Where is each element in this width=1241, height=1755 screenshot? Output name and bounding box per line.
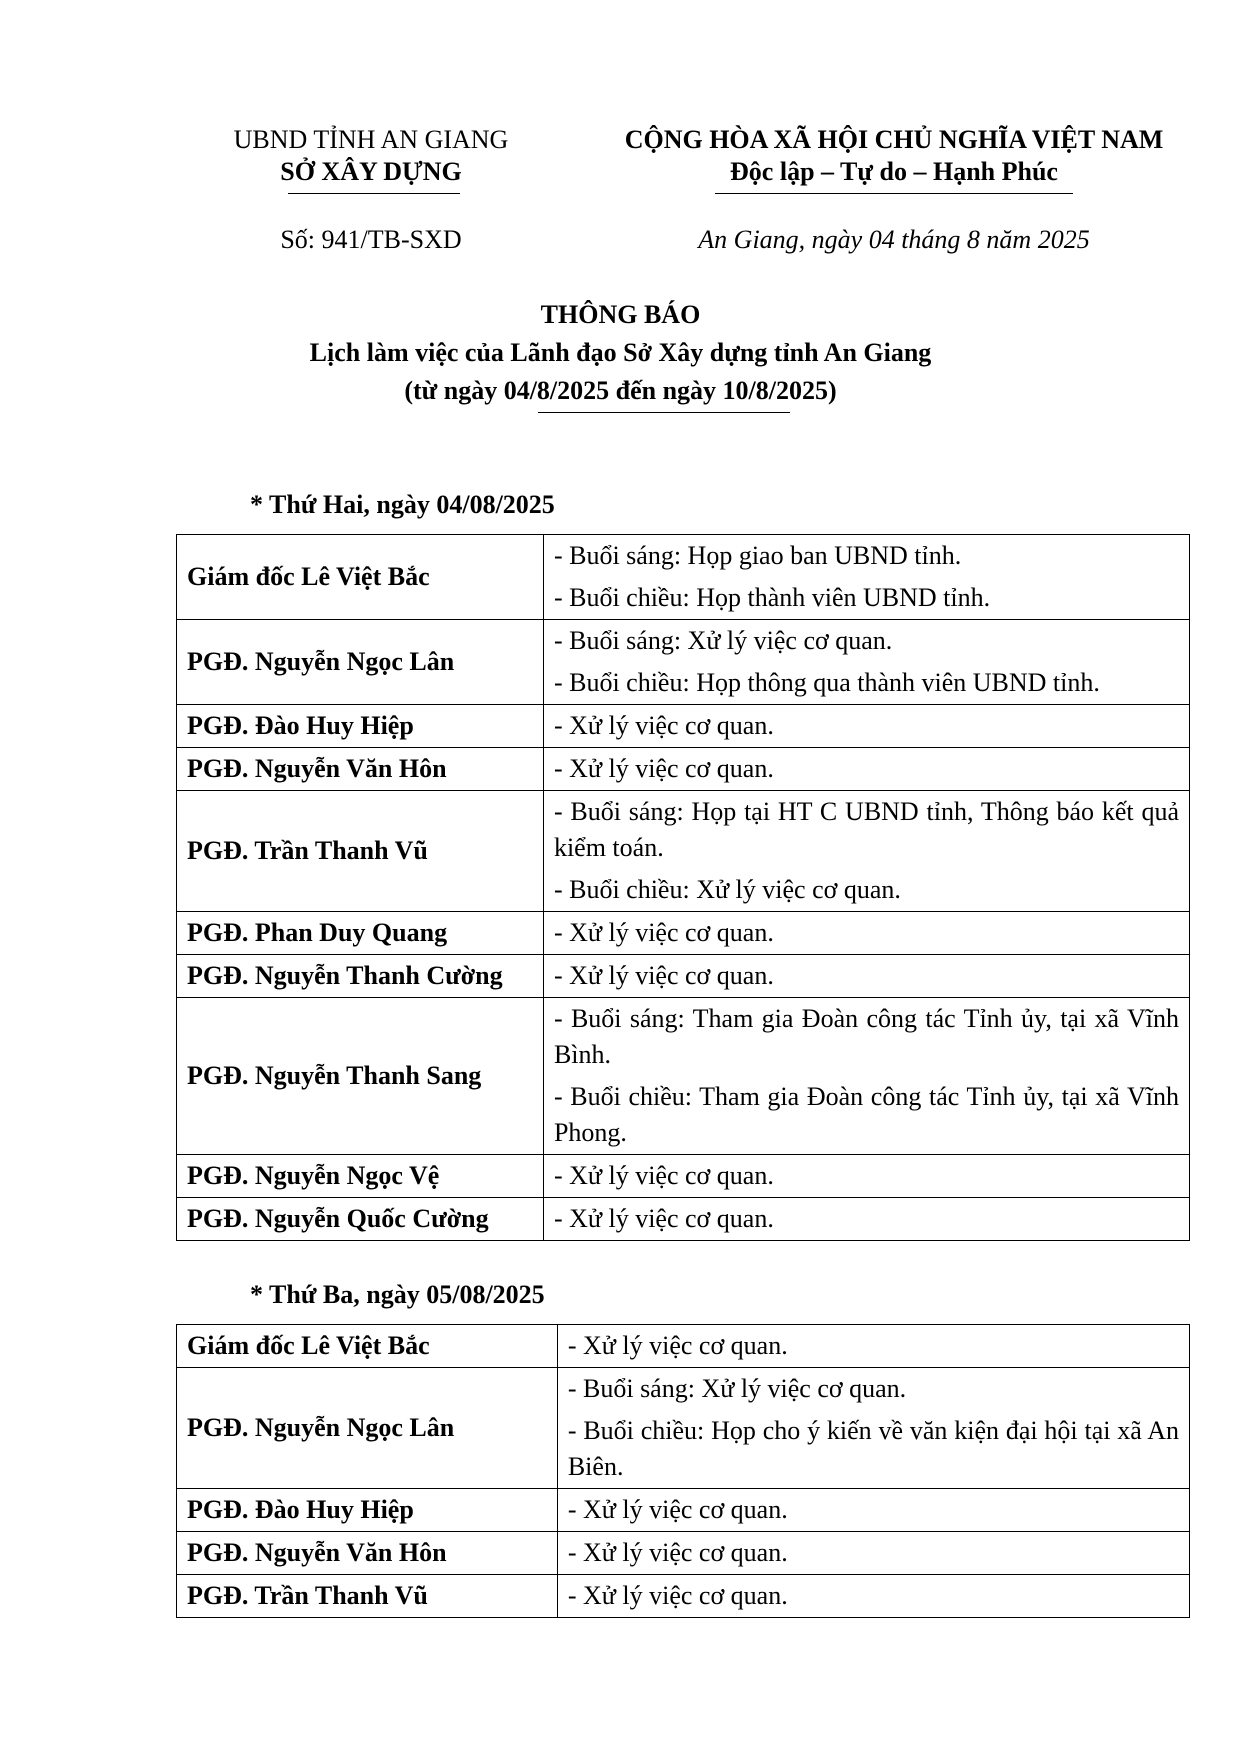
leader-name: PGĐ. Nguyễn Văn Hôn (177, 748, 544, 791)
leader-name: PGĐ. Nguyễn Thanh Sang (177, 998, 544, 1155)
task-item: - Xử lý việc cơ quan. (553, 711, 774, 740)
task-cell (557, 1532, 1189, 1575)
table-row (177, 1368, 1190, 1489)
task-item: - Xử lý việc cơ quan. (567, 1538, 788, 1567)
leader-name: PGĐ. Nguyễn Ngọc Lân (177, 620, 544, 705)
task-cell (543, 620, 1189, 705)
task-cell (557, 1368, 1189, 1489)
document-title: THÔNG BÁO (540, 300, 701, 329)
task-item: - Xử lý việc cơ quan. (553, 1161, 774, 1190)
table-row (177, 1325, 1190, 1368)
schedule-table-tuesday (176, 1324, 1190, 1618)
task-cell (543, 1198, 1189, 1241)
national-motto: Độc lập – Tự do – Hạnh Phúc (730, 157, 1058, 186)
table-row (177, 1198, 1190, 1241)
table-row (177, 1532, 1190, 1575)
title-underline (538, 412, 790, 413)
leader-name: PGĐ. Nguyễn Văn Hôn (177, 1532, 558, 1575)
leader-name: PGĐ. Trần Thanh Vũ (177, 1575, 558, 1618)
task-cell (543, 912, 1189, 955)
table-row (177, 620, 1190, 705)
leader-name: PGĐ. Đào Huy Hiệp (177, 705, 544, 748)
task-cell (543, 535, 1189, 620)
schedule-table-monday (176, 534, 1190, 1241)
date-range: (từ ngày 04/8/2025 đến ngày 10/8/2025) (404, 376, 837, 405)
task-item: - Xử lý việc cơ quan. (567, 1331, 788, 1360)
task-cell (557, 1325, 1189, 1368)
task-cell (543, 1155, 1189, 1198)
task-item: - Buổi chiều: Họp thành viên UBND tỉnh. (553, 583, 991, 612)
task-cell (543, 791, 1189, 912)
task-item: - Xử lý việc cơ quan. (567, 1495, 788, 1524)
table-row (177, 998, 1190, 1155)
leader-name: PGĐ. Trần Thanh Vũ (177, 791, 544, 912)
task-item: - Buổi sáng: Họp giao ban UBND tỉnh. (553, 541, 962, 570)
task-cell (557, 1489, 1189, 1532)
leader-name: PGĐ. Nguyễn Ngọc Lân (177, 1368, 558, 1489)
task-item: - Xử lý việc cơ quan. (553, 1204, 774, 1233)
task-item: - Buổi sáng: Tham gia Đoàn công tác Tỉnh ủy, tại xã Vĩnh Bình. (553, 1004, 1179, 1069)
task-item: - Buổi chiều: Họp thông qua thành viên UBND tỉnh. (553, 668, 1100, 697)
table-row (177, 955, 1190, 998)
table-row (177, 748, 1190, 791)
table-row (177, 791, 1190, 912)
table-row (177, 1575, 1190, 1618)
leader-name: Giám đốc Lê Việt Bắc (177, 1325, 558, 1368)
leader-name: PGĐ. Nguyễn Quốc Cường (177, 1198, 544, 1241)
document-number: Số: 941/TB-SXD (280, 225, 462, 254)
document-subtitle: Lịch làm việc của Lãnh đạo Sở Xây dựng tỉnh An Giang (309, 338, 932, 367)
task-cell (543, 998, 1189, 1155)
agency-name: UBND TỈNH AN GIANG (233, 125, 509, 154)
task-cell (543, 705, 1189, 748)
task-item: - Buổi sáng: Họp tại HT C UBND tỉnh, Thông báo kết quả kiểm toán. (553, 797, 1179, 862)
table-row (177, 1155, 1190, 1198)
department-underline (288, 193, 460, 194)
day-heading-monday: * Thứ Hai, ngày 04/08/2025 (250, 490, 555, 519)
task-cell (543, 955, 1189, 998)
task-item: - Buổi chiều: Họp cho ý kiến về văn kiện đại hội tại xã An Biên. (567, 1416, 1179, 1481)
department-name: SỞ XÂY DỰNG (280, 157, 462, 186)
table-row (177, 705, 1190, 748)
leader-name: PGĐ. Nguyễn Thanh Cường (177, 955, 544, 998)
task-item: - Xử lý việc cơ quan. (553, 918, 774, 947)
leader-name: PGĐ. Phan Duy Quang (177, 912, 544, 955)
task-item: - Xử lý việc cơ quan. (553, 961, 774, 990)
national-title: CỘNG HÒA XÃ HỘI CHỦ NGHĨA VIỆT NAM (624, 125, 1164, 154)
task-item: - Xử lý việc cơ quan. (553, 754, 774, 783)
task-cell (543, 748, 1189, 791)
leader-name: Giám đốc Lê Việt Bắc (177, 535, 544, 620)
table-row (177, 912, 1190, 955)
task-cell (557, 1575, 1189, 1618)
leader-name: PGĐ. Nguyễn Ngọc Vệ (177, 1155, 544, 1198)
task-item: - Buổi sáng: Xử lý việc cơ quan. (553, 626, 893, 655)
table-row (177, 1489, 1190, 1532)
task-item: - Buổi sáng: Xử lý việc cơ quan. (567, 1374, 907, 1403)
task-item: - Buổi chiều: Tham gia Đoàn công tác Tỉnh ủy, tại xã Vĩnh Phong. (553, 1082, 1179, 1147)
task-item: - Xử lý việc cơ quan. (567, 1581, 788, 1610)
leader-name: PGĐ. Đào Huy Hiệp (177, 1489, 558, 1532)
task-item: - Buổi chiều: Xử lý việc cơ quan. (553, 875, 901, 904)
table-row (177, 535, 1190, 620)
document-date: An Giang, ngày 04 tháng 8 năm 2025 (698, 225, 1090, 254)
day-heading-tuesday: * Thứ Ba, ngày 05/08/2025 (250, 1280, 545, 1309)
motto-underline (715, 193, 1073, 194)
